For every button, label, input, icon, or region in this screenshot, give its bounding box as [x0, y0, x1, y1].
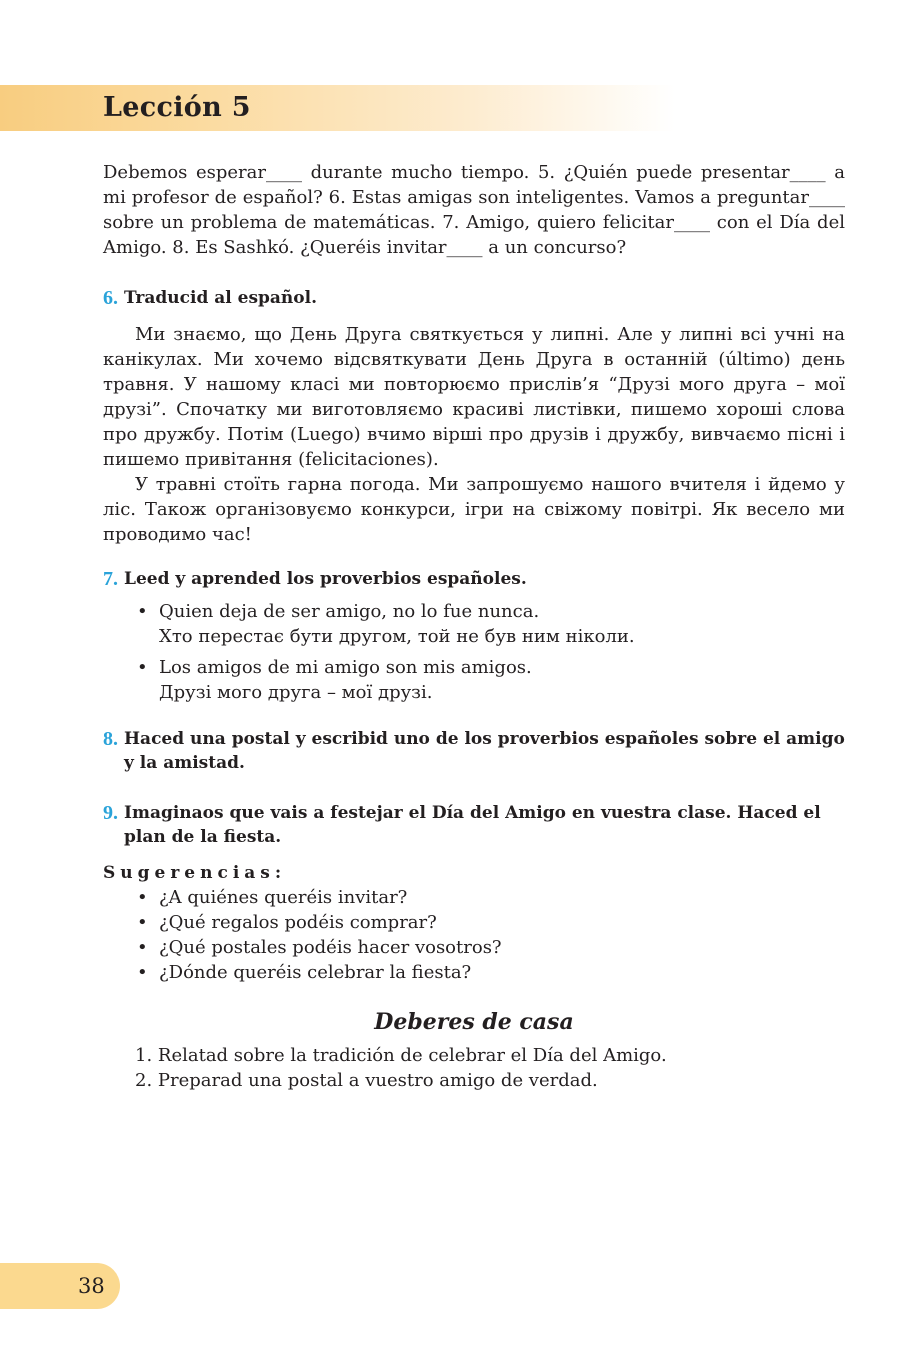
suggestion-text: ¿Dónde queréis celebrar la fiesta? [159, 962, 472, 983]
suggestions-label: Sugerencias: [103, 863, 287, 883]
exercise-6-number: 6. [103, 287, 118, 309]
homework-item: 2. Preparad una postal a vuestro amigo de verdad. [135, 1070, 598, 1091]
exercise-9-heading [103, 801, 845, 849]
homework-item: 1. Relatad sobre la tradición de celebrar el Día del Amigo. [135, 1045, 667, 1066]
suggestion-text: ¿Qué regalos podéis comprar? [159, 912, 437, 933]
exercise-9-instruction: Imaginaos que vais a festejar el Día del Amigo en vuestra clase. Haced el plan de la fiesta. [124, 803, 821, 847]
suggestion-item [135, 910, 845, 935]
page-number: 38 [78, 1274, 105, 1298]
proverb-spanish: Quien deja de ser amigo, no lo fue nunca. [159, 601, 540, 622]
proverb-list [103, 599, 845, 705]
homework-list [103, 1043, 845, 1093]
suggestion-item [135, 960, 845, 985]
exercise-8-number: 8. [103, 728, 118, 750]
exercise-7-number: 7. [103, 568, 118, 590]
exercise-6-instruction: Traducid al español. [124, 288, 318, 308]
exercise-8-instruction: Haced una postal y escribid uno de los proverbios españoles sobre el amigo y la amistad. [124, 729, 845, 773]
exercise-7-heading [103, 567, 845, 591]
exercise-8-heading [103, 727, 845, 775]
exercise-7-instruction: Leed y aprended los proverbios españoles. [124, 569, 527, 589]
exercise-6-heading [103, 286, 845, 310]
lesson-header-band [0, 85, 675, 131]
suggestion-text: ¿Qué postales podéis hacer vosotros? [159, 937, 502, 958]
bullet-icon: • [137, 912, 148, 933]
suggestion-item [135, 885, 845, 910]
lesson-title: Lección 5 [103, 92, 251, 123]
bullet-icon: • [137, 962, 148, 983]
proverb-item [135, 599, 845, 649]
intro-paragraph: Debemos esperar____ durante mucho tiempo. 5. ¿Quién puede presentar____ a mi profesor de español? 6. Estas amigas son inteligentes. Vamos a preguntar____ sobre un problema de matemáticas. 7. Amigo, quiero felicitar____ con el Día del Amigo. 8. Es Sashkó. ¿Queréis invitar____ a un concurso? [103, 162, 845, 258]
proverb-spanish: Los amigos de mi amigo son mis amigos. [159, 657, 532, 678]
exercise-6-paragraph: У травні стоїть гарна погода. Ми запрошуємо нашого вчителя і йдемо у ліс. Також організовуємо конкурси, ігри на свіжому повітрі. Як весело ми проводимо час! [103, 474, 845, 545]
homework-title: Deberes de casa [374, 1009, 574, 1035]
proverb-ukrainian: Хто перестає бути другом, той не був ним ніколи. [159, 626, 635, 647]
exercise-9-number: 9. [103, 802, 118, 824]
suggestion-item [135, 935, 845, 960]
suggestion-text: ¿A quiénes queréis invitar? [159, 887, 408, 908]
page-content [103, 160, 845, 1093]
bullet-icon: • [137, 887, 148, 908]
bullet-icon: • [137, 657, 148, 678]
proverb-item [135, 655, 845, 705]
suggestion-list [103, 885, 845, 985]
proverb-ukrainian: Друзі мого друга – мої друзі. [159, 682, 433, 703]
bullet-icon: • [137, 937, 148, 958]
bullet-icon: • [137, 601, 148, 622]
exercise-6-paragraph: Ми знаємо, що День Друга святкується у липні. Але у липні всі учні на канікулах. Ми хочемо відсвяткувати День Друга в останній (último) день травня. У нашому класі ми повторюємо прислів’я “Друзі мого друга – мої друзі”. Спочатку ми виготовляємо красиві листівки, пишемо хороші слова про дружбу. Потім (Luego) вчимо вірші про друзів і дружбу, вивчаємо пісні і пишемо привітання (felicitaciones). [103, 324, 845, 470]
